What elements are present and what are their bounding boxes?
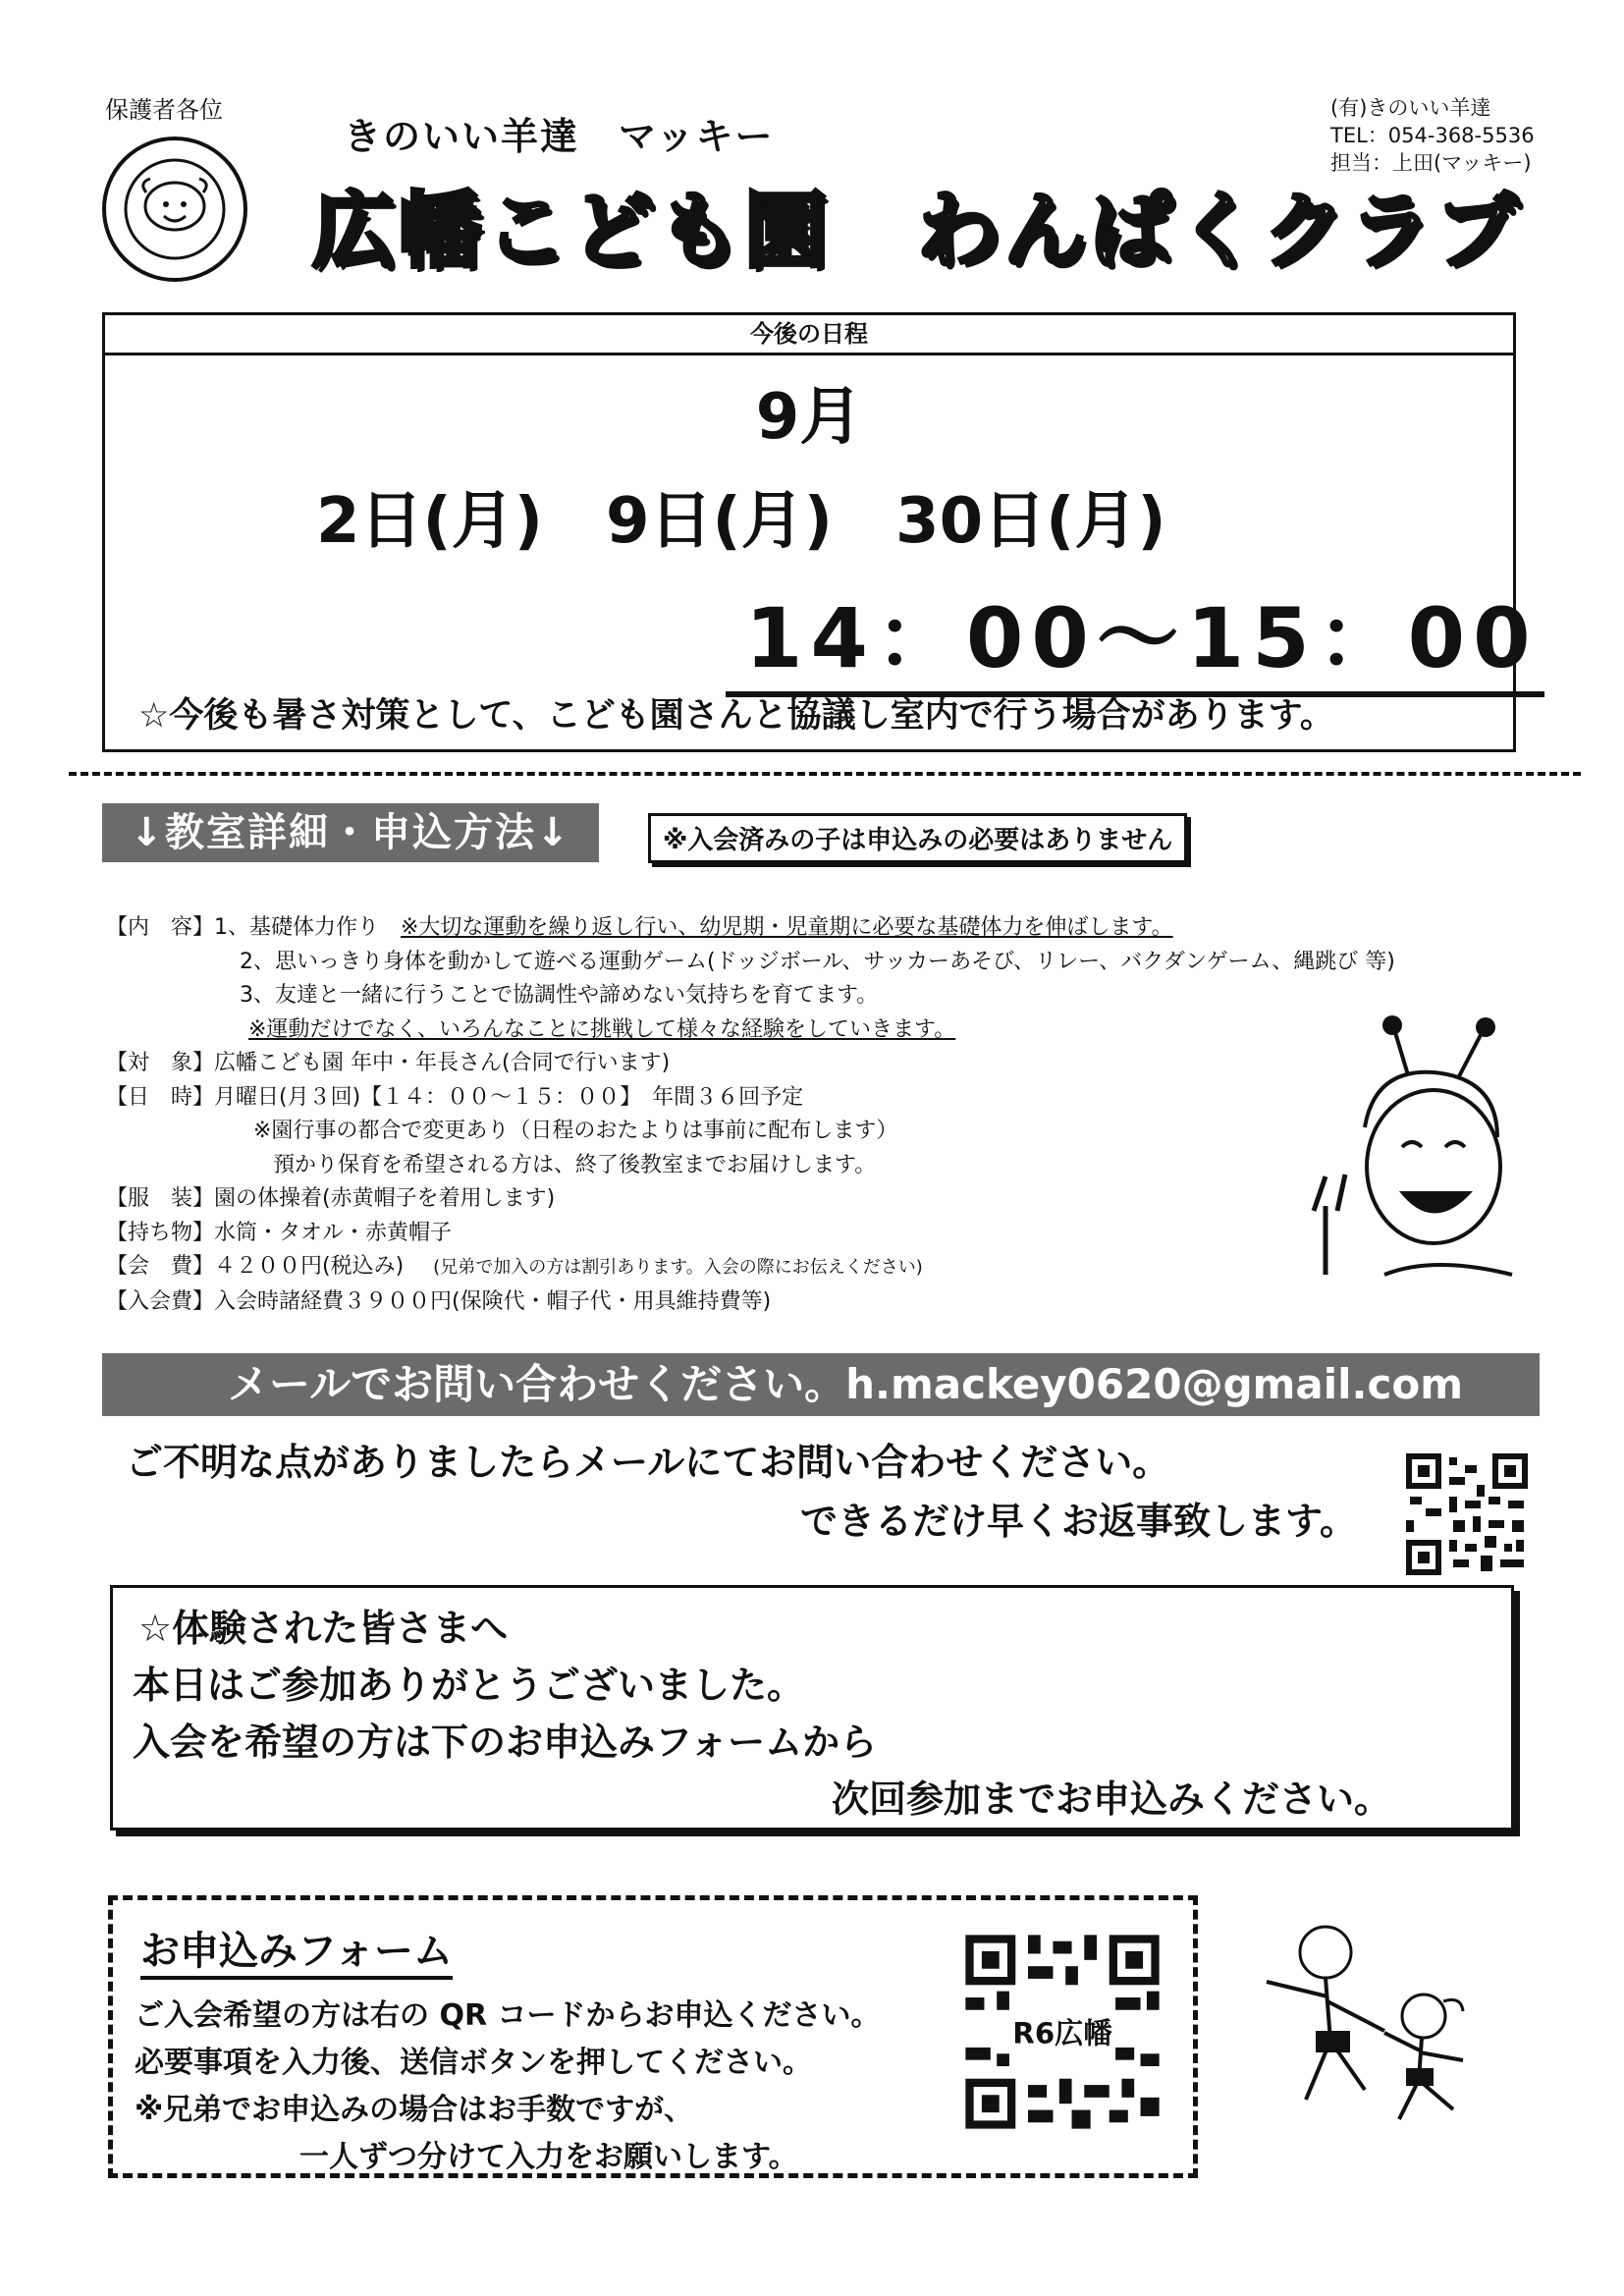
form-title: お申込みフォーム <box>140 1920 453 1980</box>
detail-content-4-text: ※運動だけでなく、いろんなことに挑戦して様々な経験をしていきます。 <box>248 1016 956 1042</box>
detail-datetime-note-1: ※園行事の都合で変更あり（日程のおたよりは事前に配布します） <box>253 1119 898 1143</box>
children-running-illustration <box>1237 1913 1492 2129</box>
detail-content-1-note: ※大切な運動を繰り返し行い、幼児期・児童期に必要な基礎体力を伸ばします。 <box>401 915 1173 940</box>
club-logo <box>101 136 248 283</box>
trial-heading: ☆体験された皆さまへ <box>138 1607 509 1650</box>
detail-content-2: 2、思いっきり身体を動かして遊べる運動ゲーム(ドッジボール、サッカーあそび、リレー、バクダンゲーム、縄跳び 等) <box>240 949 1395 974</box>
contact-tel: TEL：054-368-5536 <box>1330 124 1535 147</box>
schedule-month: 9月 <box>755 381 863 454</box>
page-title: 広幡こども園 わんぱくクラブ <box>312 183 1523 279</box>
detail-datetime: 【日 時】月曜日(月３回)【１４：００～１５：００】 年間３６回予定 <box>106 1084 804 1110</box>
detail-fee <box>106 1250 1395 1285</box>
email-contact-bar[interactable]: メールでお問い合わせください。h.mackey0620@gmail.com <box>102 1353 1540 1416</box>
email-qr-code[interactable] <box>1402 1449 1532 1579</box>
application-qr-code[interactable] <box>959 1928 1165 2136</box>
detail-entry-fee: 【入会費】入会時諸経費３９００円(保険代・帽子代・用具維持費等) <box>106 1288 772 1314</box>
detail-content-1 <box>106 911 1395 946</box>
form-line-3: ※兄弟でお申込みの場合はお手数ですが、 <box>135 2093 694 2127</box>
divider <box>69 772 1581 776</box>
detail-items: 【持ち物】水筒・タオル・赤黄帽子 <box>106 1220 453 1245</box>
trial-thanks: 本日はご参加ありがとうございました。 <box>133 1664 805 1707</box>
application-form-box <box>108 1895 1198 2178</box>
email-note-1: ご不明な点がありましたらメールにてお問い合わせください。 <box>126 1441 1170 1484</box>
schedule-time: 14：00～15：00 <box>726 573 1544 697</box>
section-heading: ↓教室詳細・申込方法↓ <box>102 803 599 862</box>
schedule-note: ☆今後も暑さ対策として、こども園さんと協議し室内で行う場合があります。 <box>138 696 1334 736</box>
detail-content-4 <box>106 1013 1395 1048</box>
detail-datetime-note-2: 預かり保育を希望される方は、終了後教室までお届けします。 <box>273 1152 877 1177</box>
schedule-box <box>102 312 1539 752</box>
form-line-2: 必要事項を入力後、送信ボタンを押してください。 <box>135 2046 812 2080</box>
schedule-dates: 2日(月) 9日(月) 30日(月) <box>316 485 1166 558</box>
detail-fee-main: 【会 費】４２００円(税込み) <box>106 1254 405 1279</box>
trial-instruction: 入会を希望の方は下のお申込みフォームから <box>133 1721 878 1764</box>
trial-deadline: 次回参加までお申込みください。 <box>832 1777 1392 1821</box>
contact-company: (有)きのいい羊達 <box>1330 96 1491 120</box>
detail-fee-note: (兄弟で加入の方は割引あります。入会の際にお伝えください) <box>433 1257 923 1278</box>
detail-label: 【内 容】1、基礎体力作り <box>106 915 401 940</box>
form-line-1: ご入会希望の方は右の QR コードからお申込ください。 <box>135 1998 881 2033</box>
contact-info <box>1330 94 1535 177</box>
form-line-4: 一人ずつ分けて入力をお願いします。 <box>299 2140 798 2174</box>
mascot-illustration <box>1286 1010 1561 1285</box>
email-note-2: できるだけ早くお返事致します。 <box>800 1500 1357 1543</box>
schedule-heading: 今後の日程 <box>105 315 1513 355</box>
addressee: 保護者各位 <box>105 96 223 124</box>
organization-name: きのいい羊達 マッキー <box>344 115 775 158</box>
qr-label: R6広幡 <box>1012 2016 1112 2050</box>
section-note: ※入会済みの子は申込みの必要はありません <box>648 813 1187 863</box>
trial-message-box <box>110 1585 1514 1831</box>
class-details <box>106 911 1395 1319</box>
detail-content-3: 3、友達と一緒に行うことで協調性や諦めない気持ちを育てます。 <box>240 983 879 1008</box>
detail-clothing: 【服 装】園の体操着(赤黄帽子を着用します) <box>106 1186 556 1211</box>
detail-target: 【対 象】広幡こども園 年中・年長さん(合同で行います) <box>106 1051 671 1075</box>
contact-person: 担当：上田(マッキー) <box>1330 151 1532 175</box>
